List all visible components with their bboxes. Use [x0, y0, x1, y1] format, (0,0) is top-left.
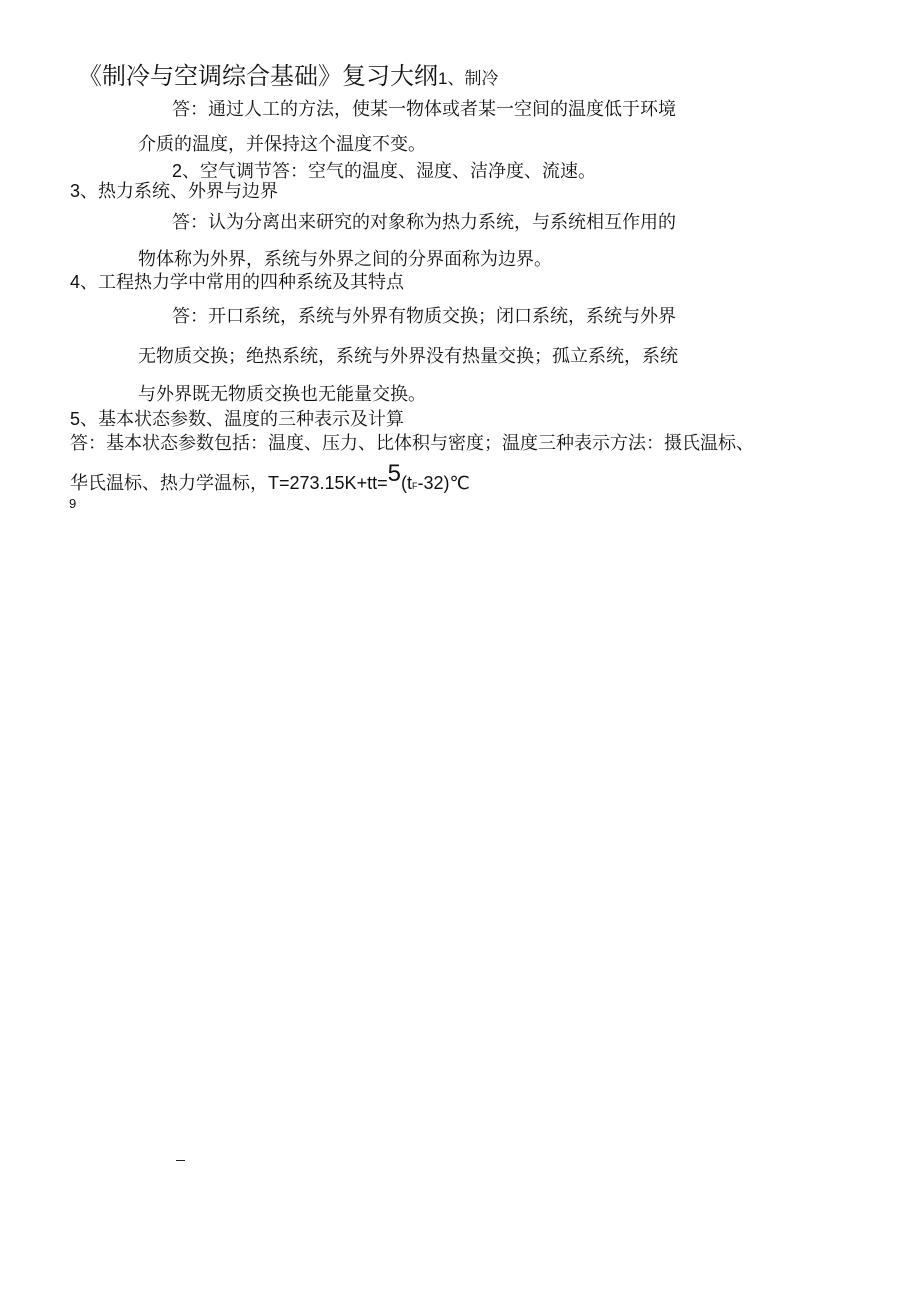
q4-text: 、工程热力学中常用的四种系统及其特点 [80, 272, 405, 293]
q2-text: 、空气调节答：空气的温度、湿度、洁净度、流速。 [182, 161, 597, 182]
q1-number: 1 [438, 69, 448, 88]
document-title: 《制冷与空调综合基础》复习大纲 [78, 62, 438, 90]
q3-text: 、热力系统、外界与边界 [80, 181, 279, 202]
answer-1-line-2: 介质的温度，并保持这个温度不变。 [138, 134, 426, 155]
answer-3-line-1: 答：认为分离出来研究的对象称为热力系统，与系统相互作用的 [172, 212, 676, 233]
temperature-formula-part-2: -32)℃ [417, 473, 470, 493]
q4-number: 4 [70, 272, 81, 292]
answer-4-line-3: 与外界既无物质交换也无能量交换。 [138, 384, 426, 405]
formula-denominator-nine: 9 [69, 496, 77, 511]
formula-subscript-f: F [411, 481, 418, 491]
question-4-heading [70, 273, 404, 292]
q5-text: 、基本状态参数、温度的三种表示及计算 [80, 409, 405, 430]
q2-number: 2 [172, 161, 183, 181]
answer-4-line-2: 无物质交换；绝热系统，系统与外界没有热量交换；孤立系统，系统 [138, 346, 678, 367]
formula-numerator-five: 5 [387, 460, 401, 487]
formula-paren-open: (t [400, 473, 412, 493]
answer-1-line-1: 答：通过人工的方法，使某一物体或者某一空间的温度低于环境 [172, 99, 676, 120]
document-title-line [78, 64, 498, 88]
answer-5-line-1: 答：基本状态参数包括：温度、压力、比体积与密度；温度三种表示方法：摄氏温标、 [70, 433, 754, 454]
question-3-heading [70, 182, 278, 201]
answer-3-line-2: 物体称为外界，系统与外界之间的分界面称为边界。 [138, 249, 552, 270]
question-5-heading [70, 410, 404, 429]
q5-number: 5 [70, 409, 81, 429]
answer-4-line-1: 答：开口系统，系统与外界有物质交换；闭口系统，系统与外界 [172, 306, 676, 327]
q1-label: 、制冷 [447, 69, 499, 89]
footer-mark [176, 1160, 185, 1161]
answer-5-line-2-text: 华氏温标、热力学温标， [70, 473, 268, 494]
question-2-line [172, 162, 596, 181]
temperature-formula-part-1: T=273.15K+tt= [268, 473, 388, 493]
q3-number: 3 [70, 181, 81, 201]
answer-5-line-2 [70, 460, 470, 494]
